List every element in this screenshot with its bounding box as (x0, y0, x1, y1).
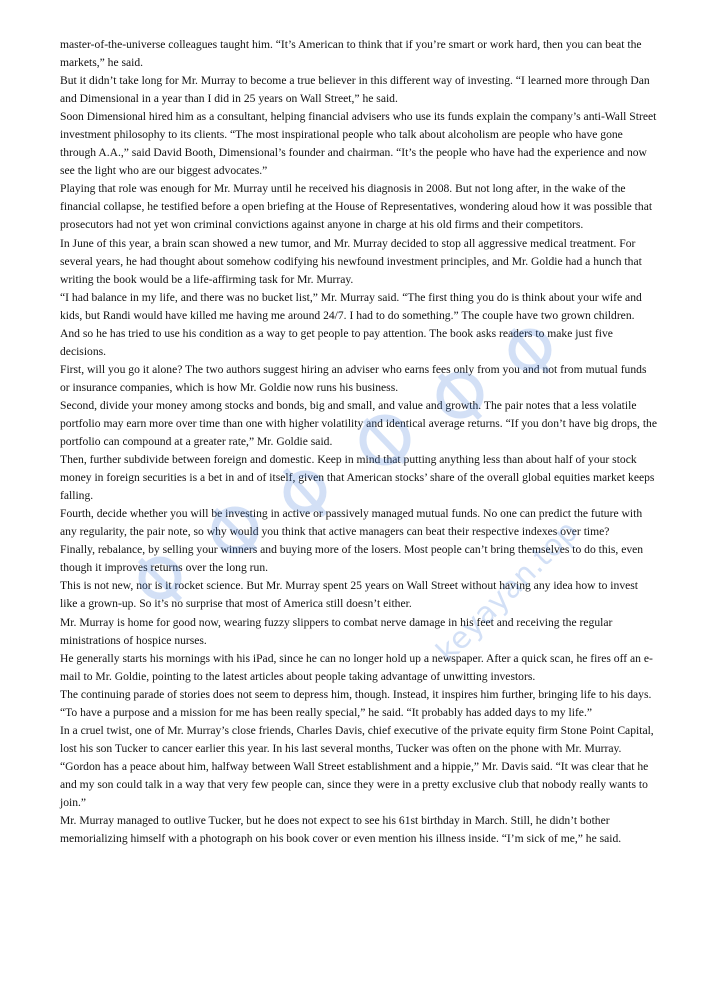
paragraph: The continuing parade of stories does not seem to depress him, though. Instead, it inspires him further, bringing life to his days. “To have a purpose and a mission for me has been really special,” he said. “It probably has added days to my life.” (60, 687, 652, 719)
paragraph: Second, divide your money among stocks and bonds, big and small, and value and growth. The pair notes that a less volatile portfolio may earn more over time than one with higher volatility and identical average returns. “If you don’t have big drops, the portfolio can compound at a greater rate,” Mr. Goldie said. (60, 398, 658, 449)
paragraph: And so he has tried to use his condition as a way to get people to pay attention. The book asks readers to make just five decisions. (60, 326, 613, 358)
watermark-text: keyayan.top (429, 513, 586, 670)
paragraph: But it didn’t take long for Mr. Murray to become a true believer in this different way of investing. “I learned more through Dan and Dimensional in a year than I did in 25 years on Wall Street,” he said. (60, 74, 650, 106)
paragraph: He generally starts his mornings with his iPad, since he can no longer hold up a newspaper. After a quick scan, he fires off an e-mail to Mr. Goldie, pointing to the latest articles about people taking advantage of unwitting investors. (60, 651, 653, 683)
paragraph: Playing that role was enough for Mr. Murray until he received his diagnosis in 2008. But not long after, in the wake of the financial collapse, he testified before a open briefing at the House of Representatives, wondering aloud how it was possible that prosecutors had not yet won criminal convictions against anyone in charge at his old firms and their competitors. (60, 182, 653, 232)
paragraph: Then, further subdivide between foreign and domestic. Keep in mind that putting anything less than about half of your stock money in foreign securities is a bet in and of itself, given that American stocks’ share of the overall global equities market keeps falling. (60, 453, 655, 503)
paragraph: In a cruel twist, one of Mr. Murray’s close friends, Charles Davis, chief executive of the private equity firm Stone Point Capital, lost his son Tucker to cancer earlier this year. In his last several months, Tucker was often on the phone with Mr. Murray. (60, 723, 654, 755)
paragraph: In June of this year, a brain scan showed a new tumor, and Mr. Murray decided to stop all aggressive medical treatment. For several years, he had thought about somehow codifying his newfound investment principles, and Mr. Goldie had a hunch that writing the book would be a life-affirming task for Mr. Murray. (60, 236, 642, 286)
paragraph: master-of-the-universe colleagues taught him. “It’s American to think that if you’re smart or work hard, then you can beat the markets,” he said. (60, 38, 642, 70)
paragraph: This is not new, nor is it rocket science. But Mr. Murray spent 25 years on Wall Street without having any idea how to invest like a grown-up. So it’s no surprise that most of America still doesn’t either. (60, 579, 639, 611)
paragraph: “I had balance in my life, and there was no bucket list,” Mr. Murray said. “The first thing you do is think about your wife and kids, but Randi would have killed me having me around 24/7. I had to do something.” The couple have two grown children. (60, 290, 642, 322)
paragraph: Mr. Murray is home for good now, wearing fuzzy slippers to combat nerve damage in his feet and receiving the regular ministrations of hospice nurses. (60, 615, 613, 647)
paragraph: Fourth, decide whether you will be investing in active or passively managed mutual funds. No one can predict the future with any regularity, the pair note, so why would you think that active managers can beat their respective indexes over time? (60, 507, 643, 539)
paragraph: Finally, rebalance, by selling your winners and buying more of the losers. Most people can’t bring themselves to do this, even though it improves returns over the long run. (60, 543, 644, 575)
paragraph: “Gordon has a peace about him, halfway between Wall Street establishment and a hippie,” Mr. Davis said. “It was clear that he and my son could talk in a way that very few people can, since they were in a pretty exclusive club that nobody really wants to join.” (60, 759, 649, 809)
paragraph: First, will you go it alone? The two authors suggest hiring an adviser who earns fees only from you and not from mutual funds or insurance companies, which is how Mr. Goldie now runs his business. (60, 362, 647, 394)
paragraph: Soon Dimensional hired him as a consultant, helping financial advisers who use its funds explain the company’s anti-Wall Street investment philosophy to its clients. “The most inspirational people who talk about alcoholism are people who have gone through A.A.,” said David Booth, Dimensional’s founder and chairman. “It’s the people who have had the experience and now see the light who are our biggest advocates.” (60, 110, 657, 178)
article-body (60, 36, 658, 848)
paragraph: Mr. Murray managed to outlive Tucker, but he does not expect to see his 61st birthday in March. Still, he didn’t bother memorializing himself with a photograph on his book cover or even mention his illness inside. “I’m sick of me,” he said. (60, 814, 622, 846)
